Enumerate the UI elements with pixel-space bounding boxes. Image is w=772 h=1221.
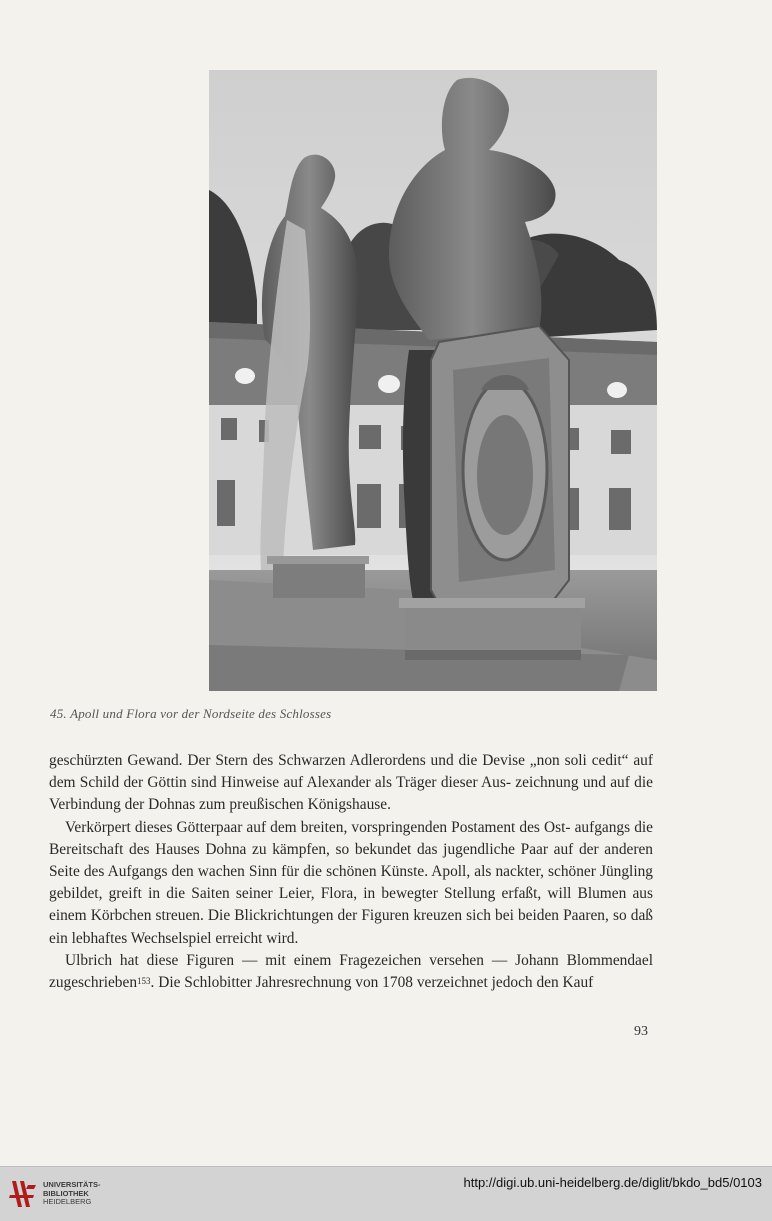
- figure-caption: 45. Apoll und Flora vor der Nordseite des Schlosses: [50, 706, 332, 721]
- text-line: zugeschrieben: [49, 974, 138, 992]
- page-number: 93: [634, 1024, 648, 1039]
- text-line: Verkörpert dieses Götterpaar auf dem breiten, vorspringenden Postament des Ost-: [65, 818, 571, 836]
- library-name: [43, 1181, 101, 1207]
- text-line: aufgangs die Bereitschaft des Hauses Dohna zu kämpfen, so bekundet das jugendliche Paar: [49, 818, 653, 858]
- body-text: [49, 750, 653, 994]
- paragraph-1: [49, 750, 653, 817]
- library-line: HEIDELBERG: [43, 1197, 92, 1206]
- text-line: kreuzen sich bei beiden Paaren, so daß ein lebhaftes Wechselspiel erreicht wird.: [49, 907, 653, 947]
- digitization-footer: [0, 1166, 772, 1221]
- text-line: nackter, schöner Jüngling gebildet, greift in die Saiten seiner Leier, Flora, in bewegter: [49, 863, 653, 903]
- paragraph-2: [49, 817, 653, 950]
- text-line: geschürzten Gewand. Der Stern des Schwarzen Adlerordens und die Devise „non soli: [49, 752, 587, 769]
- library-line: BIBLIOTHEK: [43, 1188, 89, 1198]
- text-line: . Die Schlobitter Jahresrechnung von 1708 verzeichnet jedoch den Kauf: [150, 974, 594, 992]
- text-line: cedit“ auf dem Schild der Göttin sind Hinweise auf Alexander als Träger dieser Aus-: [49, 752, 653, 792]
- statue-photograph: [209, 70, 657, 691]
- library-line: UNIVERSITÄTS-: [43, 1180, 101, 1189]
- text-line: Ulbrich hat diese Figuren — mit einem Fragezeichen versehen — Johann Blommendael: [65, 951, 653, 969]
- paragraph-3: [49, 950, 653, 994]
- text-line: Stellung erfaßt, will Blumen aus einem Körbchen streuen. Die Blickrichtungen der Figuren: [49, 885, 653, 925]
- footnote-marker[interactable]: 153: [137, 976, 151, 987]
- ub-heidelberg-logo-icon[interactable]: [8, 1175, 38, 1213]
- text-line: zeichnung und auf die Verbindung der Dohnas zum preußischen Königshause.: [49, 774, 653, 814]
- text-line: auf der anderen Seite des Aufgangs den wachen Sinn für die schönen Künste. Apoll, als: [49, 840, 653, 881]
- permalink-url[interactable]: http://digi.ub.uni-heidelberg.de/diglit/bkdo_bd5/0103: [463, 1175, 762, 1190]
